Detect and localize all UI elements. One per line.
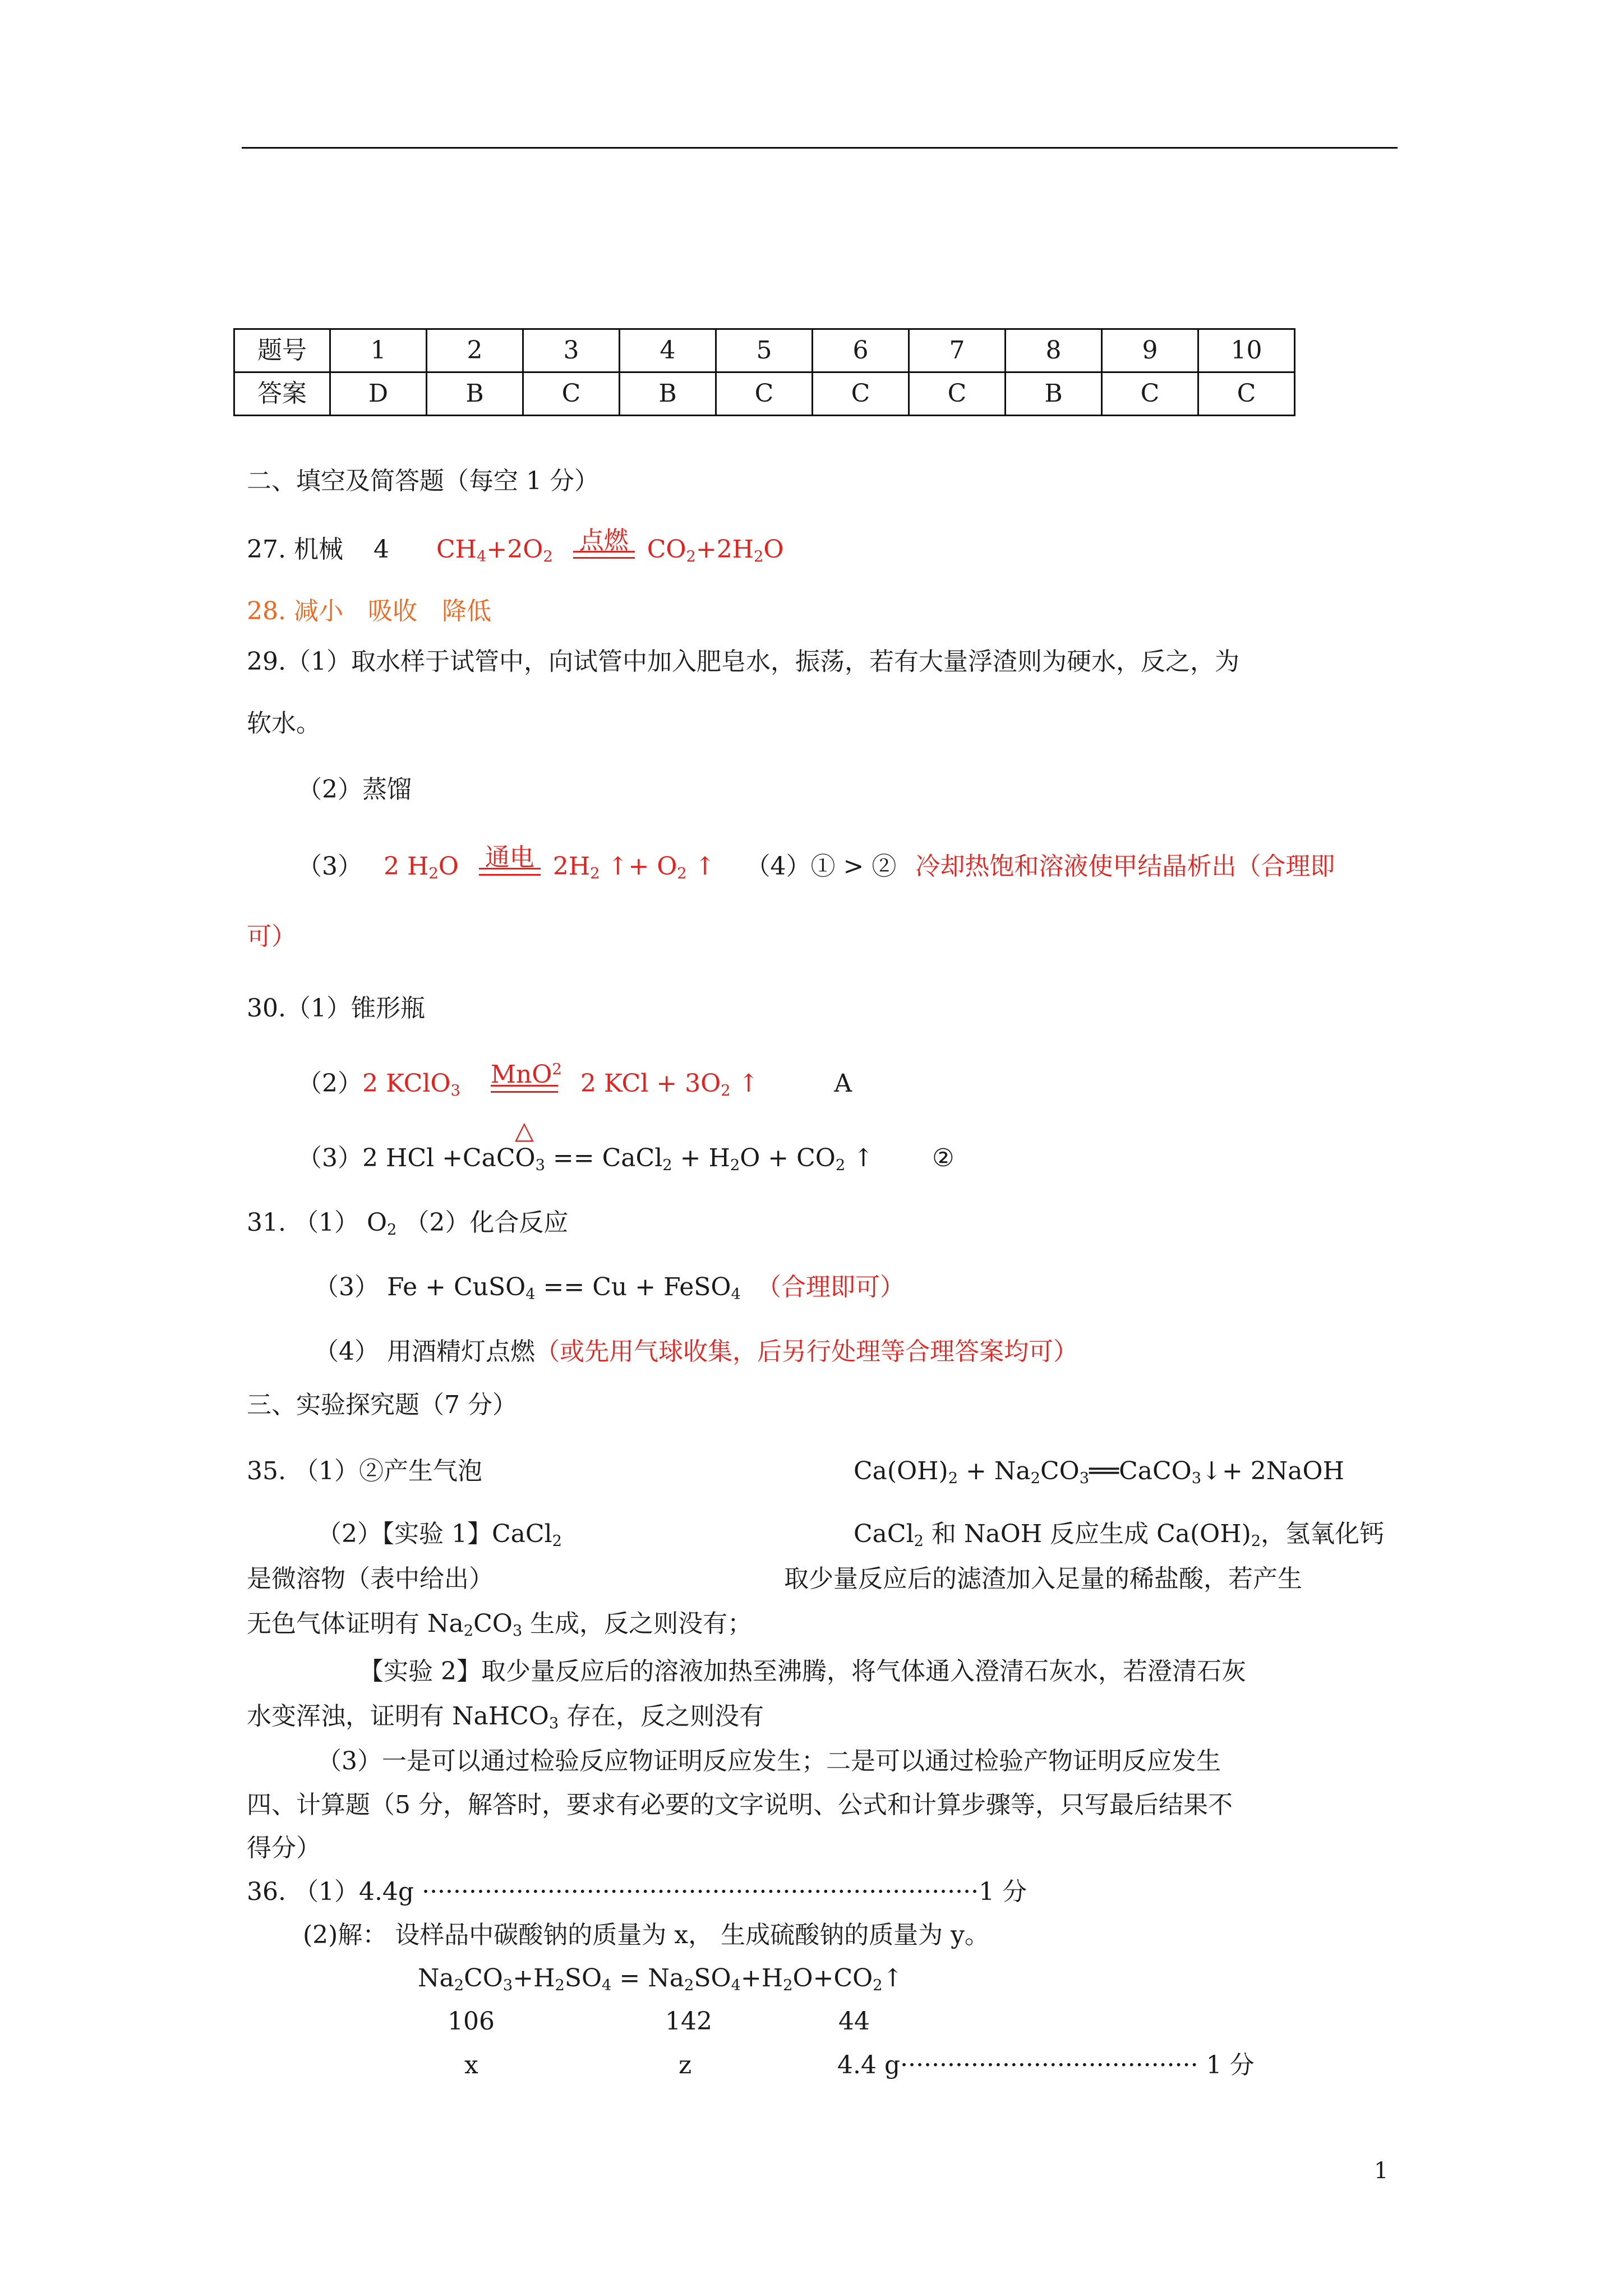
table-cell: 8	[1006, 329, 1102, 372]
header-rule	[242, 147, 1398, 149]
table-header-number: 题号	[234, 329, 330, 372]
table-cell: 9	[1102, 329, 1198, 372]
q29-part4-answer: 冷却热饱和溶液使甲结晶析出（合理即	[915, 852, 1335, 881]
page-number: 1	[1374, 2158, 1389, 2184]
q27-number: 27.	[247, 535, 286, 564]
table-cell: B	[427, 372, 523, 416]
q30-part3-line	[297, 1142, 955, 1175]
table-cell: C	[1198, 372, 1295, 416]
table-header-answer: 答案	[234, 372, 330, 416]
q35-exp2-line2: 水变浑浊，证明有 NaHCO$_3$ 存在，反之则没有	[247, 1702, 764, 1732]
table-cell: C	[716, 372, 813, 416]
section-2-title: 二、填空及简答题（每空 1 分）	[247, 467, 599, 495]
q36-molar-mass-2: 142	[665, 2007, 712, 2036]
q29-condition-text: 通电	[485, 843, 534, 872]
q31-part4-note: （或先用气球收集，后另行处理等合理答案均可）	[534, 1337, 1078, 1366]
q30-heat-symbol: △	[514, 1116, 534, 1145]
q30-part3-answer: ②	[932, 1144, 955, 1172]
table-cell: B	[620, 372, 716, 416]
section-3-title: 三、实验探究题（7 分）	[247, 1391, 517, 1419]
q27-condition-text: 点燃	[579, 526, 629, 555]
table-cell: 3	[523, 329, 620, 372]
table-cell: C	[523, 372, 620, 416]
q27-equation: $CH_4+2O_2$ 点燃 $CO_2+2H_2O$	[436, 535, 783, 564]
q30-part2-label: （2）	[297, 1069, 362, 1098]
q30-part2-answer: A	[834, 1069, 852, 1098]
q35-part2-line2-right: 取少量反应后的滤渣加入足量的稀盐酸，若产生	[784, 1565, 1302, 1593]
table-cell: B	[1006, 372, 1102, 416]
q30-part3-equation: （3）2 HCl +CaCO$_3$ == CaCl$_2$ + $H_2O + CO_2$ ↑	[297, 1144, 874, 1174]
q35-part2-right: CaCl$_2$ 和 NaOH 反应生成 $Ca(OH)_2$，氢氧化钙	[854, 1520, 1385, 1550]
q36-variable-z: z	[679, 2051, 692, 2079]
q29-part2: （2）蒸馏	[297, 775, 412, 804]
q35-part1-left: 35. （1）②产生气泡	[247, 1457, 482, 1485]
q30-condition	[490, 1060, 562, 1145]
table-row-numbers	[234, 329, 1295, 372]
q29-part4-answer-cont: 可）	[247, 922, 296, 951]
table-cell: 1	[330, 329, 427, 372]
q36-known-mass: 4.4 g······································ 1 分	[837, 2051, 1255, 2079]
q31-part3-note: （合理即可）	[756, 1273, 905, 1301]
q29-condition	[479, 843, 541, 884]
q35-part1-equation: $Ca(OH)_2$ + $Na_2CO_3══CaCO_3↓+$ 2NaOH	[854, 1457, 1344, 1487]
q35-part3: （3）一是可以通过检验反应物证明反应发生；二是可以通过检验产物证明反应发生	[317, 1747, 1221, 1775]
q31-line2	[314, 1271, 905, 1304]
table-cell: 6	[813, 329, 909, 372]
q29-part3-label: （3）	[297, 852, 362, 881]
q29-part1-line2: 软水。	[247, 709, 321, 738]
q30-catalyst: MnO$^2$	[490, 1060, 562, 1089]
table-cell: 10	[1198, 329, 1295, 372]
answer-table	[233, 328, 1295, 416]
q29-part1-line1: 29.（1）取水样于试管中，向试管中加入肥皂水，振荡，若有大量浮渣则为硬水，反之，为	[247, 647, 1239, 676]
q29-part3-line	[297, 843, 1335, 884]
table-row-answers	[234, 372, 1295, 416]
section-4-title-line2: 得分）	[247, 1834, 321, 1862]
q29-electrolysis-equation: 2 $H_2O$ 通电 $2H_2$ ↑+ $O_2$ ↑	[384, 852, 716, 881]
q35-part2-left: （2）【实验 1】CaCl$_2$	[317, 1520, 562, 1550]
table-cell: C	[909, 372, 1006, 416]
q36-equation: $Na_2CO_3+H_2SO_4$ = $Na_2SO_4+H_2O+CO_2↑$	[418, 1964, 903, 1994]
q30-kclo3-equation: 2 KClO$_3$ MnO$^2$ △ 2 KCl + $3O_2$ ↑	[362, 1060, 759, 1145]
table-cell: 5	[716, 329, 813, 372]
q31-line3	[314, 1335, 1078, 1369]
q35-part2-line3: 无色气体证明有 $Na_2CO_3$ 生成，反之则没有；	[247, 1609, 753, 1640]
q27-line	[247, 526, 784, 567]
table-cell: C	[813, 372, 909, 416]
q36-part2: (2)解： 设样品中碳酸钠的质量为 x， 生成硫酸钠的质量为 y。	[303, 1921, 989, 1949]
q36-variable-x: x	[464, 2051, 478, 2079]
q30-part2-line	[297, 1060, 852, 1145]
q31-part4-answer: （4） 用酒精灯点燃	[314, 1337, 535, 1366]
table-cell: C	[1102, 372, 1198, 416]
q36-molar-mass-3: 44	[838, 2007, 870, 2036]
q35-part2-line2-left: 是微溶物（表中给出）	[247, 1565, 494, 1593]
table-cell: 4	[620, 329, 716, 372]
q31-line1: 31. （1） $O_2$ （2）化合反应	[247, 1208, 569, 1239]
q31-part3-equation: （3） Fe + CuSO$_4$ == Cu + FeSO$_4$	[314, 1273, 741, 1303]
q29-part4-label: （4）① > ②	[745, 852, 897, 881]
q28-line: 28. 减小 吸收 降低	[247, 597, 491, 625]
q27-answer-1: 机械	[293, 535, 343, 564]
q36-molar-mass-1: 106	[448, 2007, 495, 2036]
q36-part1: 36. （1）4.4g ·······································································1 分	[247, 1878, 1027, 1906]
table-cell: D	[330, 372, 427, 416]
q35-exp2-line1: 【实验 2】取少量反应后的溶液加热至沸腾，将气体通入澄清石灰水，若澄清石灰	[359, 1657, 1246, 1686]
q30-part1: 30.（1）锥形瓶	[247, 994, 425, 1023]
table-cell: 7	[909, 329, 1006, 372]
table-cell: 2	[427, 329, 523, 372]
q27-condition	[573, 526, 635, 567]
q27-answer-2: 4	[373, 535, 389, 564]
section-4-title-line1: 四、计算题（5 分，解答时，要求有必要的文字说明、公式和计算步骤等，只写最后结果不	[247, 1791, 1233, 1819]
